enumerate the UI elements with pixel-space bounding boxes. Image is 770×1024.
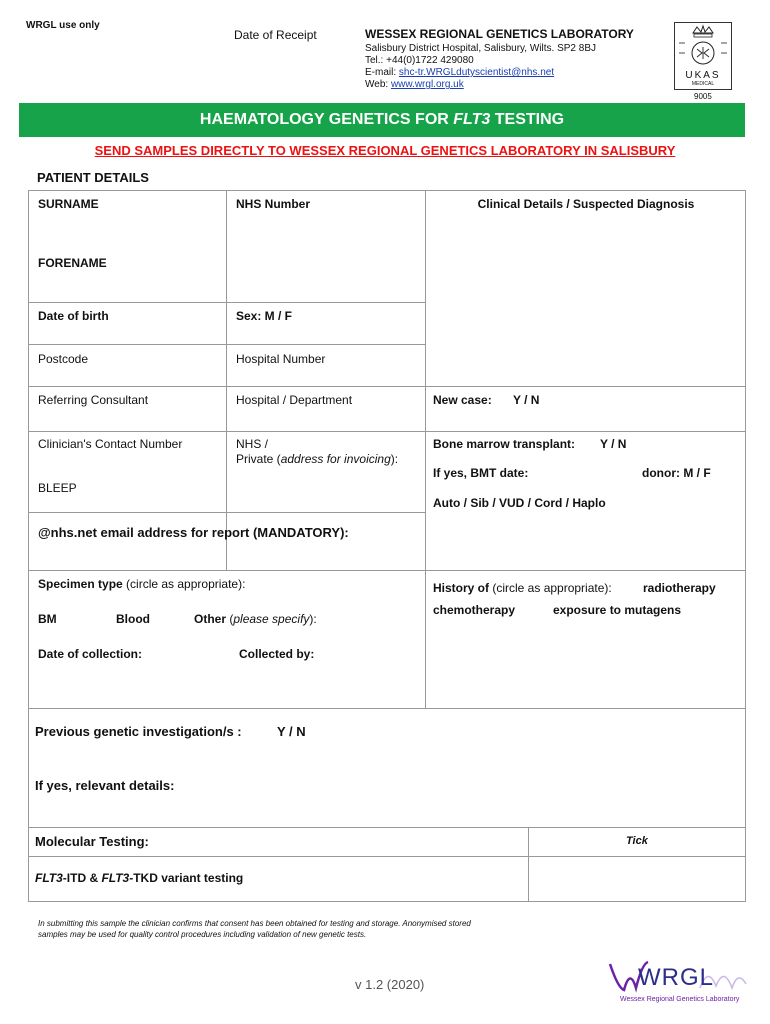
bmt-yn: Y / N: [600, 437, 627, 451]
history-mutagens: exposure to mutagens: [553, 603, 682, 617]
ukas-number: 9005: [694, 92, 712, 101]
history-chemotherapy: chemotherapy: [433, 603, 516, 617]
ukas-sub: MEDICAL: [691, 81, 715, 87]
other-b: Other: [194, 612, 227, 626]
lab-web-line: [365, 79, 634, 91]
history-r: (circle as appropriate):: [489, 581, 612, 595]
other-r2: ):: [309, 612, 317, 626]
date-collection-label: Date of collection:: [38, 647, 143, 661]
wrgl-logo: [608, 958, 748, 1006]
referring-consultant-label: Referring Consultant: [38, 393, 149, 407]
bleep-label: BLEEP: [38, 481, 77, 495]
bmt-label: Bone marrow transplant:: [433, 437, 576, 451]
test-i2: FLT3: [101, 871, 130, 885]
form-table: [28, 190, 746, 902]
send-samples-notice: SEND SAMPLES DIRECTLY TO WESSEX REGIONAL GENETICS LABORATORY IN SALISBURY: [94, 143, 676, 158]
specimen-blood: Blood: [116, 612, 150, 626]
lab-email-link[interactable]: shc-tr.WRGLdutyscientist@nhs.net: [398, 67, 555, 78]
history-label: [433, 581, 612, 595]
banner-suffix: TESTING: [490, 111, 565, 128]
molecular-testing-label: Molecular Testing:: [35, 834, 149, 849]
banner-prefix: HAEMATOLOGY GENETICS FOR: [199, 111, 454, 128]
consent-note: [38, 918, 471, 940]
history-radiotherapy: radiotherapy: [643, 581, 716, 595]
email-report-label: @nhs.net email address for report (MANDATORY):: [38, 525, 349, 540]
specimen-type-label: [38, 577, 245, 591]
postcode-label: Postcode: [38, 352, 89, 366]
surname-label: SURNAME: [38, 197, 99, 211]
nhs-private-b: address for invoicing: [280, 452, 391, 466]
web-label: Web:: [365, 79, 391, 90]
nhs-private-line2: [236, 452, 398, 466]
transplant-type-options: Auto / Sib / VUD / Cord / Haplo: [433, 496, 606, 510]
lab-web-link[interactable]: www.wrgl.org.uk: [390, 79, 464, 90]
lab-email-line: [365, 67, 634, 79]
nhs-private-a: Private (: [236, 452, 281, 466]
test-i1: FLT3: [35, 871, 63, 885]
nhs-private-line1: NHS /: [236, 437, 269, 451]
wrgl-use-only: WRGL use only: [26, 20, 100, 31]
bmt-date-label: If yes, BMT date:: [433, 466, 529, 480]
wrgl-logo-caption: Wessex Regional Genetics Laboratory: [620, 996, 740, 1003]
collected-by-label: Collected by:: [239, 647, 315, 661]
new-case-yn: Y / N: [513, 393, 540, 407]
sex-label: Sex: M / F: [236, 309, 293, 323]
tick-column-header: Tick: [626, 835, 648, 847]
nhs-number-label: NHS Number: [236, 197, 311, 211]
flt3-test-row-label: [35, 871, 243, 885]
previous-genetic-yn: Y / N: [277, 724, 306, 739]
ukas-logo: [674, 22, 732, 90]
clinical-details-label: Clinical Details / Suspected Diagnosis: [477, 197, 695, 211]
test-r1: -ITD &: [62, 871, 102, 885]
specimen-other: [194, 612, 317, 626]
lab-address-block: [365, 27, 634, 91]
title-banner: [19, 103, 745, 137]
new-case-label: New case:: [433, 393, 492, 407]
lab-address: Salisbury District Hospital, Salisbury, Wilts. SP2 8BJ: [365, 43, 596, 54]
consent-line-1: In submitting this sample the clinician confirms that consent has been obtained for testing and storage. Anonymised stored: [38, 919, 471, 928]
lab-name: WESSEX REGIONAL GENETICS LABORATORY: [365, 27, 634, 41]
patient-details-heading: PATIENT DETAILS: [37, 170, 149, 185]
email-label: E-mail:: [365, 67, 399, 78]
test-r2: -TKD variant testing: [129, 871, 244, 885]
hospital-department-label: Hospital / Department: [236, 393, 353, 407]
other-r1: (: [226, 612, 234, 626]
banner-gene: FLT3: [453, 111, 491, 128]
specimen-bm: BM: [38, 612, 57, 626]
specimen-type-b: Specimen type: [38, 577, 123, 591]
previous-genetic-label: Previous genetic investigation/s :: [35, 724, 242, 739]
nhs-private-c: ):: [390, 452, 399, 466]
lab-tel: Tel.: +44(0)1722 429080: [365, 55, 474, 66]
forename-label: FORENAME: [38, 256, 107, 270]
other-i: please specify: [233, 612, 310, 626]
specimen-type-r: (circle as appropriate):: [122, 577, 246, 591]
date-of-receipt-label: Date of Receipt: [234, 28, 317, 42]
flt3-tick-box[interactable]: [530, 858, 744, 900]
clinician-contact-label: Clinician's Contact Number: [38, 437, 183, 451]
version-label: v 1.2 (2020): [355, 977, 425, 992]
history-b: History of: [433, 581, 490, 595]
hospital-number-label: Hospital Number: [236, 352, 326, 366]
dob-label: Date of birth: [38, 309, 109, 323]
relevant-details-label: If yes, relevant details:: [35, 778, 175, 793]
consent-line-2: samples may be used for quality control procedures including validation of new genetic tests.: [38, 930, 367, 939]
donor-label: donor: M / F: [642, 466, 711, 480]
ukas-text: UKAS: [685, 70, 721, 81]
wrgl-logo-text: WRGL: [638, 964, 714, 991]
